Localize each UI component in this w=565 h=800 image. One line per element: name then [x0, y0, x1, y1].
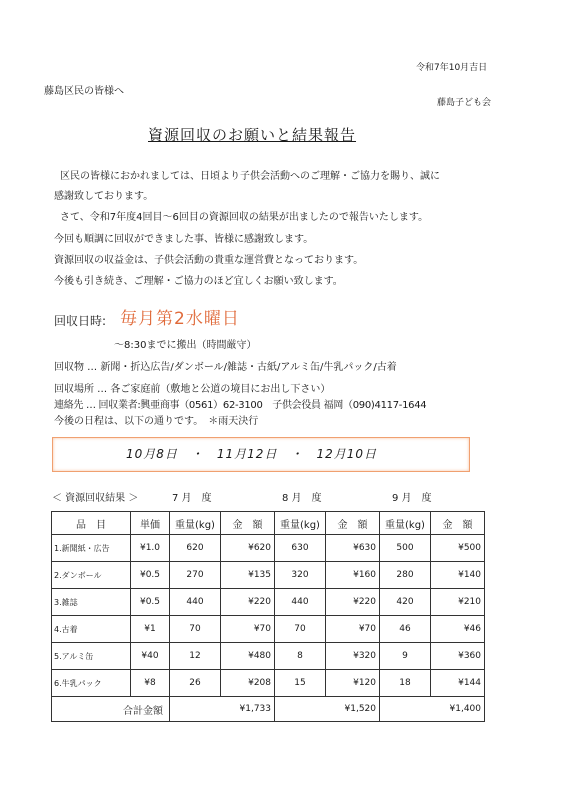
cell-amount: ¥360: [431, 643, 485, 670]
cell-amount: ¥208: [221, 670, 275, 697]
cell-weight: 270: [170, 562, 221, 589]
cell-weight: 440: [275, 589, 326, 616]
cell-item: 1.新聞紙・広告: [52, 535, 131, 562]
cell-weight: 46: [380, 616, 431, 643]
cell-item: 5.アルミ缶: [52, 643, 131, 670]
cell-amount: ¥46: [431, 616, 485, 643]
cell-amount: ¥70: [326, 616, 380, 643]
cell-item: 6.牛乳パック: [52, 670, 131, 697]
cell-item: 3.雑誌: [52, 589, 131, 616]
cell-amount: ¥210: [431, 589, 485, 616]
cell-weight: 15: [275, 670, 326, 697]
collect-place: 回収場所 … 各ご家庭前（敷地と公道の境目にお出し下さい）: [54, 384, 331, 395]
cell-item: 2.ダンボール: [52, 562, 131, 589]
body-line: 区民の皆様におかれましては、日頃より子供会活動へのご理解・ご協力を賜り、誠に: [60, 171, 440, 182]
cell-weight: 12: [170, 643, 221, 670]
table-row: [52, 643, 485, 670]
body-line: 感謝致しております。: [54, 191, 154, 202]
total-row: [52, 697, 485, 722]
col-weight: 重量(kg): [170, 512, 221, 535]
col-amount: 金 額: [431, 512, 485, 535]
month-heading: 7 月 度: [172, 493, 212, 504]
col-amount: 金 額: [221, 512, 275, 535]
sender: 藤島子ども会: [437, 98, 492, 108]
cell-amount: ¥220: [221, 589, 275, 616]
cell-price: ¥1: [131, 616, 170, 643]
total-amount-m7: ¥1,733: [170, 697, 275, 722]
body-line: 今後も引き続き、ご理解・ご協力のほど宜しくお願い致します。: [54, 276, 343, 287]
cell-weight: 26: [170, 670, 221, 697]
cell-price: ¥8: [131, 670, 170, 697]
cell-weight: 70: [170, 616, 221, 643]
body-line: 今回も順調に回収ができました事、皆様に感謝致します。: [54, 234, 314, 245]
col-amount: 金 額: [326, 512, 380, 535]
cell-weight: 9: [380, 643, 431, 670]
schedule-note: ～8:30までに搬出（時間厳守）: [114, 340, 257, 351]
cell-amount: ¥220: [326, 589, 380, 616]
total-amount-m8: ¥1,520: [275, 697, 380, 722]
cell-weight: 440: [170, 589, 221, 616]
cell-price: ¥40: [131, 643, 170, 670]
cell-price: ¥0.5: [131, 562, 170, 589]
contact-info: 連絡先 … 回収業者:興亜商事（0561）62-3100 子供会役員 福岡（090)4117-1644: [54, 400, 427, 411]
total-amount-m9: ¥1,400: [380, 697, 485, 722]
col-item: 品 目: [52, 512, 131, 535]
cell-weight: 500: [380, 535, 431, 562]
body-line: さて、令和7年度4回目～6回目の資源回収の結果が出ましたので報告いたします。: [60, 212, 429, 223]
table-header-row: [52, 512, 485, 535]
cell-amount: ¥500: [431, 535, 485, 562]
cell-amount: ¥120: [326, 670, 380, 697]
cell-price: ¥1.0: [131, 535, 170, 562]
schedule-value: 毎月第2水曜日: [120, 309, 240, 329]
cell-amount: ¥140: [431, 562, 485, 589]
cell-weight: 630: [275, 535, 326, 562]
issue-date: 令和7年10月吉日: [416, 63, 488, 73]
cell-weight: 70: [275, 616, 326, 643]
month-heading: 9 月 度: [392, 493, 432, 504]
cell-amount: ¥620: [221, 535, 275, 562]
cell-weight: 8: [275, 643, 326, 670]
total-label: 合計金額: [52, 697, 170, 722]
recipient: 藤島区民の皆様へ: [44, 86, 124, 97]
cell-weight: 420: [380, 589, 431, 616]
table-row: [52, 589, 485, 616]
cell-amount: ¥135: [221, 562, 275, 589]
cell-amount: ¥70: [221, 616, 275, 643]
cell-item: 4.古着: [52, 616, 131, 643]
results-heading: ＜ 資源回収結果 ＞: [52, 493, 139, 504]
upcoming-dates: 10月8日 ・ 11月12日 ・ 12月10日: [126, 447, 377, 461]
schedule-label: 回収日時:: [54, 314, 107, 328]
upcoming-note: 今後の日程は、以下の通りです。 ＊雨天決行: [54, 416, 259, 427]
col-price: 単価: [131, 512, 170, 535]
cell-weight: 18: [380, 670, 431, 697]
table-row: [52, 616, 485, 643]
results-table: [51, 511, 485, 722]
month-heading: 8 月 度: [282, 493, 322, 504]
cell-amount: ¥480: [221, 643, 275, 670]
page-title: 資源回収のお願いと結果報告: [148, 126, 357, 144]
cell-weight: 320: [275, 562, 326, 589]
cell-amount: ¥144: [431, 670, 485, 697]
cell-weight: 620: [170, 535, 221, 562]
col-weight: 重量(kg): [275, 512, 326, 535]
cell-weight: 280: [380, 562, 431, 589]
table-row: [52, 562, 485, 589]
collect-items: 回収物 … 新聞・折込広告/ダンボール/雑誌・古紙/アルミ缶/牛乳パック/古着: [54, 362, 397, 373]
body-line: 資源回収の収益金は、子供会活動の貴重な運営費となっております。: [54, 255, 364, 266]
col-weight: 重量(kg): [380, 512, 431, 535]
table-row: [52, 535, 485, 562]
cell-price: ¥0.5: [131, 589, 170, 616]
cell-amount: ¥320: [326, 643, 380, 670]
cell-amount: ¥630: [326, 535, 380, 562]
table-row: [52, 670, 485, 697]
cell-amount: ¥160: [326, 562, 380, 589]
